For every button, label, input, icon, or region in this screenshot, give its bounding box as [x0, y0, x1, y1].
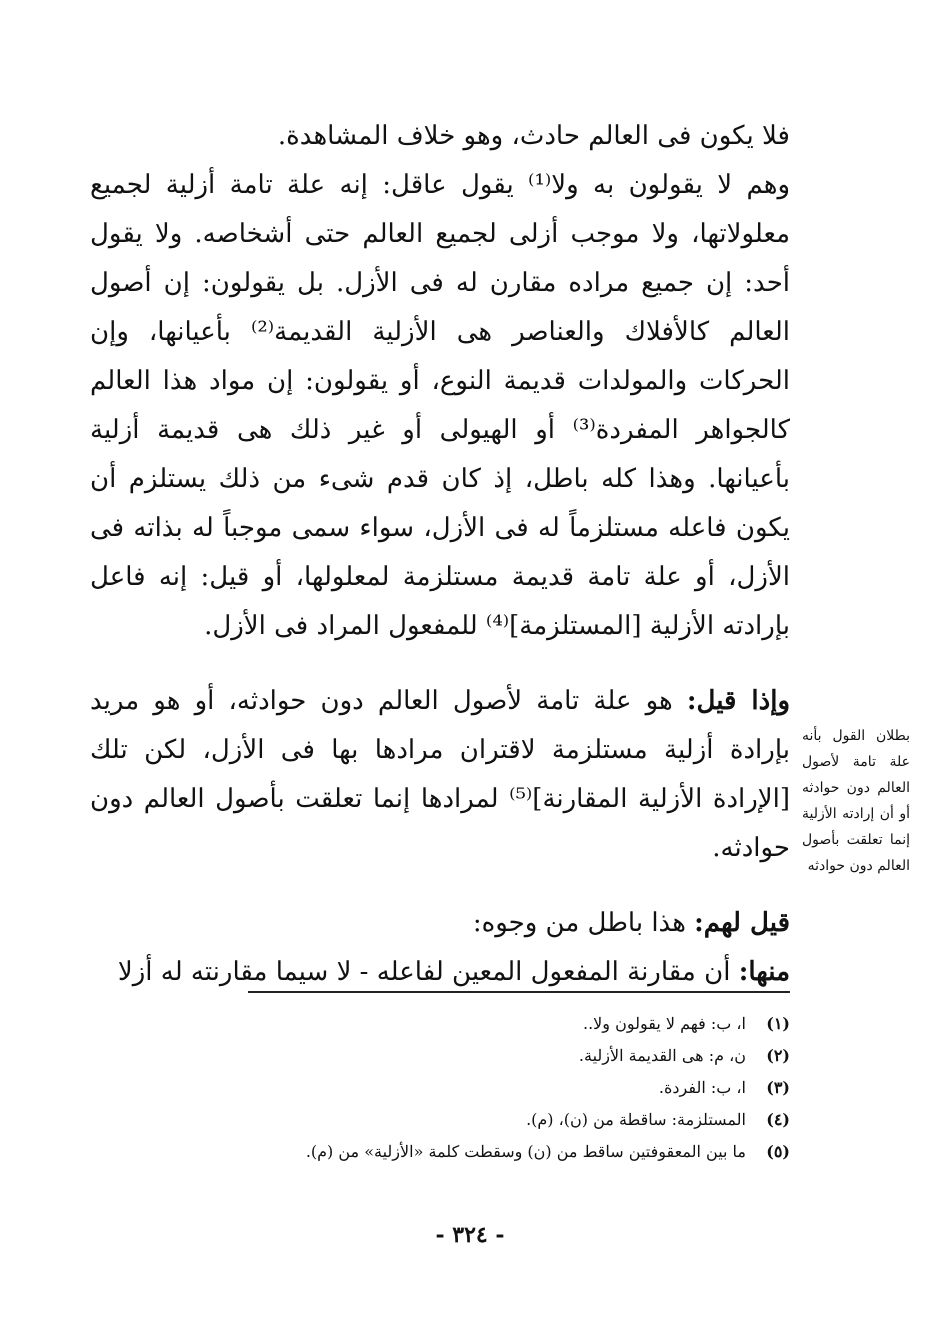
paragraph-4: [90, 899, 790, 948]
footnote-number: (٤): [766, 1110, 790, 1129]
main-text: [90, 112, 790, 997]
footnote-number: (٢): [766, 1046, 790, 1065]
paragraph-1: فلا يكون فى العالم حادث، وهو خلاف المشاهدة.: [277, 121, 790, 151]
margin-note: بطلان القول بأنه علة تامة لأصول العالم دون حوادثه أو أن إرادته الأزلية إنما تعلقت بأصول العالم دون حوادثه: [802, 728, 910, 874]
footnote-text: ن، م: هى القديمة الأزلية.: [578, 1046, 746, 1065]
paragraph-2: وهم لا يقولون به ولا⁽¹⁾ يقول عاقل: إنه علة تامة أزلية لجميع معلولاتها، ولا موجب أزلى لجميع العالم حتى أشخاصه. ولا يقول أحد: إن جميع مراده مقارن له فى الأزل. بل يقولون: إن أصول العالم كالأفلاك والعناصر هى الأزلية القديمة⁽²⁾ بأعيانها، وإن الحركات والمولدات قديمة النوع، أو يقولون: إن مواد هذا العالم كالجواهر المفردة⁽³⁾ أو الهيولى أو غير ذلك هى قديمة أزلية بأعيانها. وهذا كله باطل، إذ كان قدم شىء من ذلك يستلزم أن يكون فاعله مستلزماً له فى الأزل، سواء سمى موجباً له بذاته فى الأزل، أو علة تامة قديمة مستلزمة لمعلولها، أو قيل: إنه فاعل بإرادته الأزلية [المستلزمة]⁽⁴⁾ للمفعول المراد فى الأزل.: [90, 170, 791, 641]
footnote-text: ا، ب: الفردة.: [658, 1078, 746, 1097]
paragraph-3: [90, 677, 790, 873]
paragraph-5-lead: منها:: [738, 957, 790, 987]
paragraph-4-lead: قيل لهم:: [694, 908, 790, 938]
footnote-text: ما بين المعقوفتين ساقط من (ن) وسقطت كلمة «الأزلية» من (م).: [305, 1142, 746, 1161]
page-number: - ٣٢٤ -: [435, 1222, 505, 1248]
paragraph-4-text: هذا باطل من وجوه:: [472, 908, 695, 938]
footnote-text: المستلزمة: ساقطة من (ن)، (م).: [526, 1110, 746, 1129]
paragraph-5: [90, 948, 790, 997]
paragraph-3-text: هو علة تامة لأصول العالم دون حوادثه، أو هو مريد بإرادة أزلية مستلزمة لاقتران مرادها بها فى الأزل، لكن تلك [الإرادة الأزلية المقارنة]⁽⁵⁾ لمرادها إنما تعلقت بأصول العالم دون حوادثه.: [90, 686, 791, 863]
footnote-text: ا، ب: فهم لا يقولون ولا..: [582, 1014, 746, 1033]
footnote-divider: [248, 991, 790, 993]
footnote-5: [130, 1136, 790, 1168]
paragraph-3-lead: وإذا قيل:: [686, 686, 790, 716]
footnote-4: [130, 1104, 790, 1136]
footnote-1: [130, 1008, 790, 1040]
paragraph-5-text: أن مقارنة المفعول المعين لفاعله - لا سيما مقارنته له أزلا: [117, 957, 739, 987]
footnote-3: [130, 1072, 790, 1104]
footnote-number: (٣): [766, 1078, 790, 1097]
footnote-2: [130, 1040, 790, 1072]
footnote-number: (١): [766, 1014, 790, 1033]
footnotes: [130, 1008, 790, 1168]
footnote-number: (٥): [766, 1142, 790, 1161]
